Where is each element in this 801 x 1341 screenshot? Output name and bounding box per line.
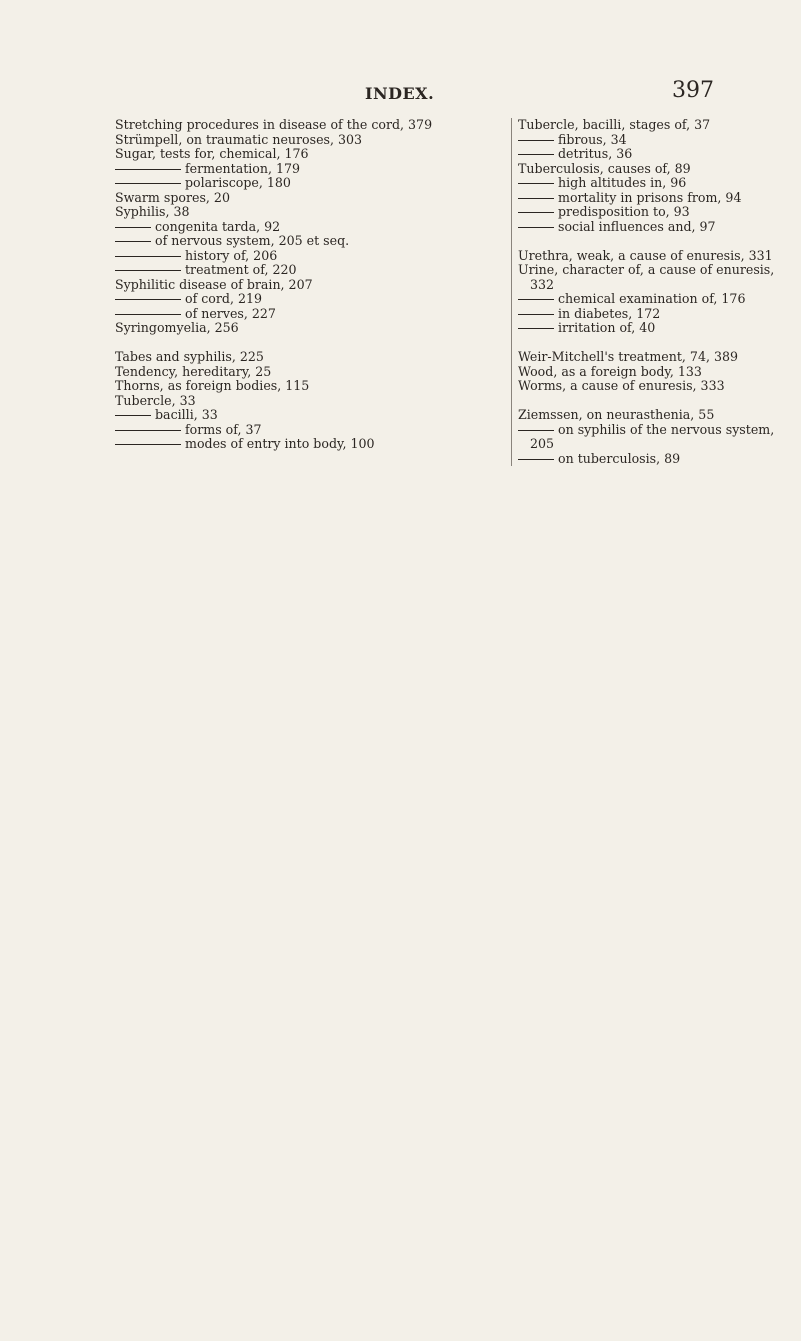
entry-text: predisposition to, 93 [558,204,690,219]
index-entry [518,249,788,264]
index-entry [518,307,788,322]
ditto-dash [518,430,554,431]
entry-text: Sugar, tests for, chemical, 176 [115,146,309,161]
entry-text: Swarm spores, 20 [115,189,230,205]
index-entry [518,423,788,452]
index-entry [115,394,507,409]
index-entry [115,423,507,438]
index-entry [518,365,788,380]
entry-text: congenita tarda, 92 [155,218,281,234]
index-entry [115,205,507,220]
section-gap [518,394,788,409]
running-title: INDEX. [365,84,435,103]
index-entry [518,452,788,467]
index-entry [115,118,507,133]
index-entry [115,133,507,148]
entry-text: Syphilis, 38 [115,204,190,219]
entry-text: Tubercle, 33 [115,392,196,408]
index-entry [115,379,507,394]
ditto-dash [518,140,554,141]
ditto-dash [518,183,554,184]
index-left-column [115,118,507,452]
ditto-dash [518,459,554,460]
entry-text: on syphilis of the nervous system, 205 [530,421,775,451]
section-gap [115,336,507,351]
entry-text: mortality in prisons from, 94 [558,189,742,205]
entry-text: Syringomyelia, 256 [115,320,239,335]
index-entry [115,365,507,380]
entry-text: Strümpell, on traumatic neuroses, 303 [115,131,363,147]
entry-text: Urine, character of, a cause of enuresis, 332 [518,262,775,292]
index-entry [115,162,507,177]
entry-text: bacilli, 33 [155,407,218,422]
ditto-dash [518,227,554,228]
ditto-dash [115,227,151,228]
entry-text: Tuberculosis, causes of, 89 [518,160,691,176]
ditto-dash [115,430,181,431]
index-entry [518,321,788,336]
entry-text: Urethra, weak, a cause of enuresis, 331 [518,247,773,263]
entry-text: detritus, 36 [558,146,633,161]
index-entry [518,118,788,133]
ditto-dash [115,256,181,257]
entry-text: in diabetes, 172 [558,305,661,321]
index-entry [518,191,788,206]
index-right-column [511,118,788,466]
index-entry [115,408,507,423]
index-entry [518,408,788,423]
index-entry [518,133,788,148]
ditto-dash [518,198,554,199]
entry-text: of nervous system, 205 et seq. [155,233,350,248]
ditto-dash [518,314,554,315]
index-entry [115,220,507,235]
section-gap [518,234,788,249]
entry-text: Tabes and syphilis, 225 [115,349,264,364]
ditto-dash [518,212,554,213]
ditto-dash [518,328,554,329]
ditto-dash [115,415,151,416]
ditto-dash [115,241,151,242]
index-entry [115,292,507,307]
page-number: 397 [672,78,714,103]
index-entry [115,321,507,336]
index-entry [115,307,507,322]
index-entry [518,350,788,365]
entry-text: treatment of, 220 [185,262,297,277]
ditto-dash [115,169,181,170]
entry-text: Tubercle, bacilli, stages of, 37 [518,117,711,132]
entry-text: Ziemssen, on neurasthenia, 55 [518,407,715,422]
index-entry [518,220,788,235]
index-entry [115,176,507,191]
entry-text: Thorns, as foreign bodies, 115 [115,378,310,393]
entry-text: irritation of, 40 [558,320,656,335]
entry-text: fermentation, 179 [185,160,301,176]
index-entry [518,147,788,162]
entry-text: chemical examination of, 176 [558,291,746,306]
index-entry [518,263,788,292]
index-entry [518,162,788,177]
index-entry [115,263,507,278]
entry-text: history of, 206 [185,247,278,263]
entry-text: high altitudes in, 96 [558,175,687,190]
entry-text: Worms, a cause of enuresis, 333 [518,378,725,393]
ditto-dash [115,183,181,184]
index-entry [115,249,507,264]
index-entry [518,176,788,191]
index-entry [518,292,788,307]
ditto-dash [115,314,181,315]
entry-text: on tuberculosis, 89 [558,450,681,466]
page-header [0,78,801,108]
entry-text: Wood, as a foreign body, 133 [518,363,702,379]
entry-text: modes of entry into body, 100 [185,436,375,451]
ditto-dash [115,444,181,445]
entry-text: of nerves, 227 [185,305,276,321]
section-gap [518,336,788,351]
entry-text: of cord, 219 [185,291,263,306]
ditto-dash [115,299,181,300]
ditto-dash [115,270,181,271]
index-entry [518,379,788,394]
index-entry [115,278,507,293]
index-entry [115,147,507,162]
index-entry [115,437,507,452]
entry-text: Stretching procedures in disease of the cord, 379 [115,117,433,132]
index-entry [115,234,507,249]
ditto-dash [518,299,554,300]
index-entry [518,205,788,220]
index-entry [115,191,507,206]
index-entry [115,350,507,365]
ditto-dash [518,154,554,155]
entry-text: forms of, 37 [185,421,262,437]
entry-text: Weir-Mitchell's treatment, 74, 389 [518,349,739,364]
entry-text: fibrous, 34 [558,131,627,147]
entry-text: Syphilitic disease of brain, 207 [115,276,313,292]
entry-text: polariscope, 180 [185,175,291,190]
entry-text: social influences and, 97 [558,218,716,234]
entry-text: Tendency, hereditary, 25 [115,363,272,379]
